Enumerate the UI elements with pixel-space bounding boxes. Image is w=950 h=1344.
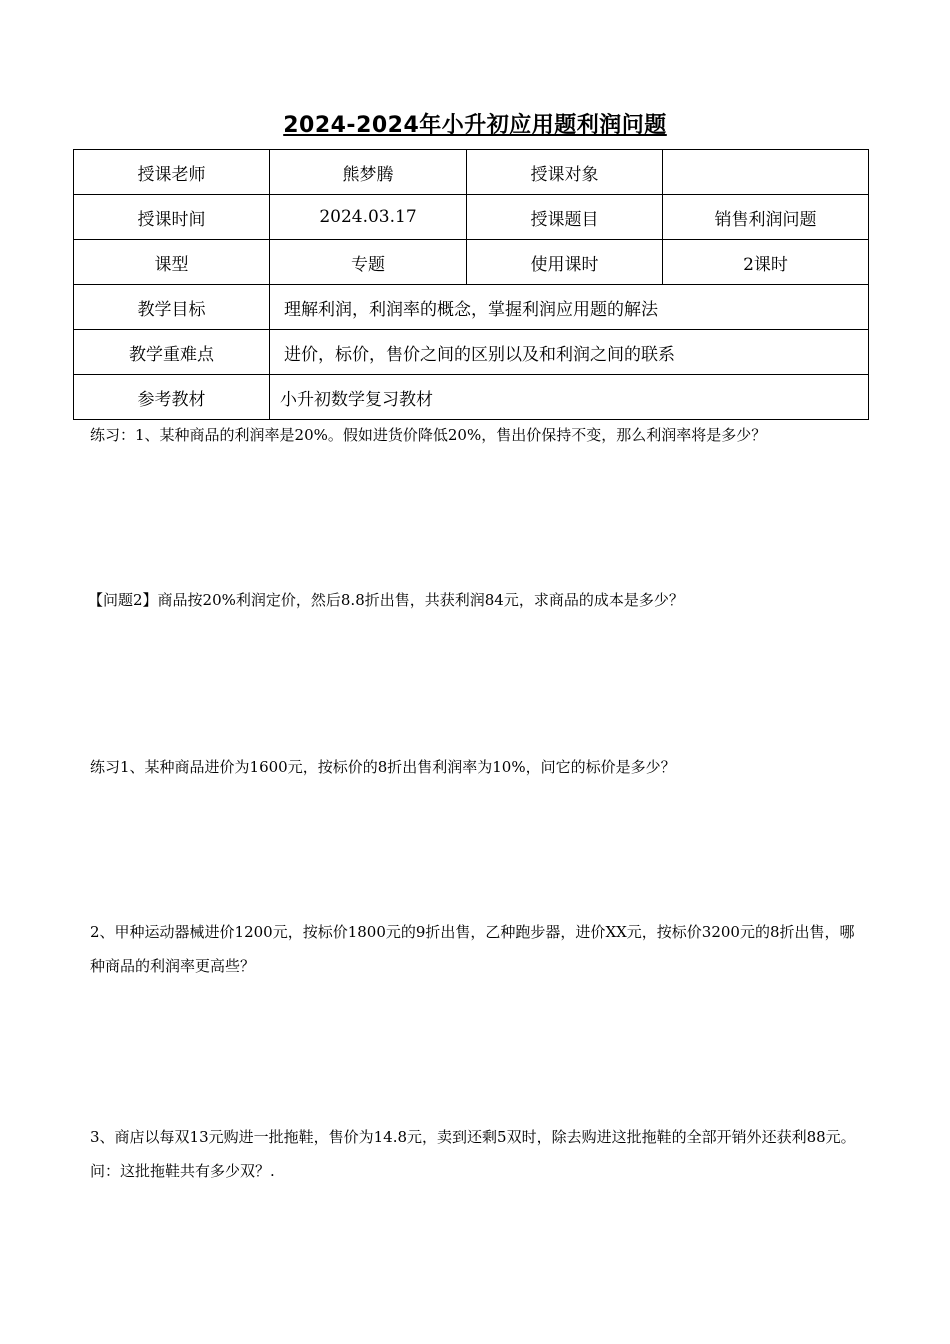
goal-value: 理解利润，利润率的概念，掌握利润应用题的解法 [270, 285, 869, 330]
table-row [74, 150, 869, 195]
textbook-value: 小升初数学复习教材 [270, 375, 869, 420]
table-row [74, 195, 869, 240]
table-row [74, 240, 869, 285]
lesson-type-label: 课型 [74, 240, 270, 285]
goal-label: 教学目标 [74, 285, 270, 330]
question-1: 练习：1、某种商品的利润率是20%。假如进货价降低20%，售出价保持不变，那么利润率将是多少？ [90, 426, 767, 444]
question-4: 2、甲种运动器械进价1200元，按标价1800元的9折出售，乙种跑步器，进价XX元，按标价3200元的8折出售，哪种商品的利润率更高些？ [90, 923, 855, 975]
question-5: 3、商店以每双13元购进一批拖鞋，售价为14.8元，卖到还剩5双时，除去购进这批拖鞋的全部开销外还获利88元。问：这批拖鞋共有多少双？. [90, 1128, 856, 1180]
time-label: 授课时间 [74, 195, 270, 240]
audience-value [663, 150, 869, 195]
key-points-value: 进价，标价，售价之间的区别以及和利润之间的联系 [270, 330, 869, 375]
hours-label: 使用课时 [467, 240, 663, 285]
hours-value: 2课时 [663, 240, 869, 285]
page-title: 2024-2024年小升初应用题利润问题 [283, 113, 667, 138]
table-row [74, 330, 869, 375]
lesson-type-value: 专题 [270, 240, 467, 285]
teacher-label: 授课老师 [74, 150, 270, 195]
table-row [74, 375, 869, 420]
topic-label: 授课题目 [467, 195, 663, 240]
audience-label: 授课对象 [467, 150, 663, 195]
topic-value: 销售利润问题 [663, 195, 869, 240]
textbook-label: 参考教材 [74, 375, 270, 420]
lesson-info-table [73, 149, 869, 420]
question-3: 练习1、某种商品进价为1600元，按标价的8折出售利润率为10%，问它的标价是多少？ [90, 758, 676, 776]
table-row [74, 285, 869, 330]
key-points-label: 教学重难点 [74, 330, 270, 375]
time-value: 2024.03.17 [270, 195, 467, 240]
question-2: 【问题2】商品按20%利润定价，然后8.8折出售，共获利润84元，求商品的成本是多少？ [88, 591, 684, 609]
teacher-value: 熊梦腾 [270, 150, 467, 195]
